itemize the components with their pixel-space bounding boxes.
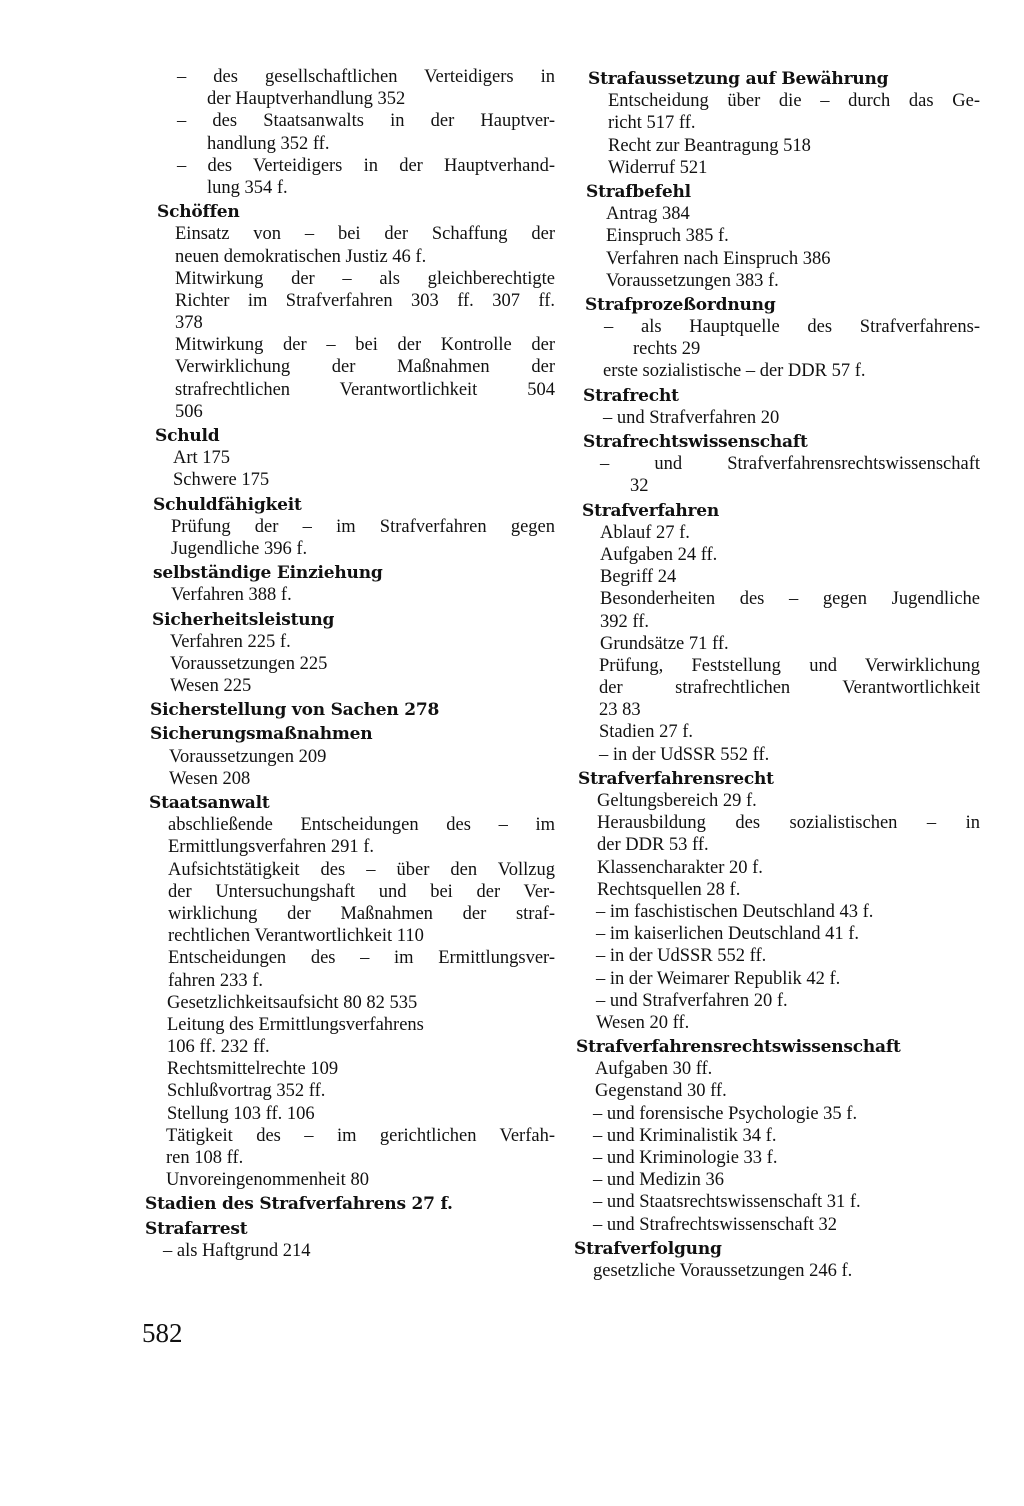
index-entry-line: Einspruch 385 f. (606, 226, 729, 247)
index-entry-line: strafrechtlichen Verantwortlichkeit 504 (175, 379, 555, 400)
index-heading: selbständige Einziehung (153, 563, 383, 584)
index-entry-line: – des gesellschaftlichen Verteidigers in (177, 67, 555, 87)
index-entry-line: rechtlichen Verantwortlichkeit 110 (168, 926, 424, 947)
index-heading: Strafaussetzung auf Bewährung (588, 69, 889, 89)
index-entry-line: Entscheidung über die – durch das Ge- (608, 91, 980, 112)
index-entry-line: Schlußvortrag 352 ff. (167, 1081, 326, 1102)
index-entry-line: Verfahren 225 f. (170, 631, 291, 652)
index-entry-line: – im faschistischen Deutschland 43 f. (596, 901, 874, 922)
index-heading: Strafprozeßordnung (585, 294, 776, 315)
index-entry-line: handlung 352 ff. (207, 133, 330, 154)
index-entry-line: Aufgaben 30 ff. (595, 1059, 713, 1080)
index-entry-line: – in der Weimarer Republik 42 f. (596, 968, 841, 989)
index-heading: Strafverfahrensrechtswissenschaft (576, 1037, 901, 1058)
index-entry-line: – und Kriminalistik 34 f. (593, 1125, 777, 1146)
index-entry-line: Wesen 225 (170, 676, 252, 697)
index-heading: Strafverfahren (582, 500, 720, 521)
index-entry-line: – als Hauptquelle des Strafverfahrens- (604, 317, 980, 338)
index-entry-line: Prüfung der – im Strafverfahren gegen (171, 516, 555, 537)
index-entry-line: Stadien 27 f. (599, 722, 694, 743)
index-entry-line: neuen demokratischen Justiz 46 f. (175, 246, 427, 267)
index-entry-line: ren 108 ff. (166, 1148, 244, 1168)
index-entry-line: Stellung 103 ff. 106 (167, 1103, 315, 1124)
index-entry-line: Richter im Strafverfahren 303 ff. 307 ff. (175, 290, 555, 311)
index-entry-line: abschließende Entscheidungen des – im (168, 815, 555, 836)
index-entry-line: – in der UdSSR 552 ff. (596, 946, 767, 967)
index-entry-line: Klassencharakter 20 f. (597, 857, 763, 878)
index-entry-line: Recht zur Beantragung 518 (608, 135, 811, 156)
index-entry-line: – und Medizin 36 (593, 1170, 725, 1191)
index-heading: Schöffen (157, 202, 240, 223)
index-entry-line: Herausbildung des sozialistischen – in (597, 813, 980, 834)
index-entry-line: – und Strafverfahren 20 f. (596, 990, 788, 1011)
index-entry-line: Rechtsmittelrechte 109 (167, 1059, 339, 1080)
index-entry-line: 32 (630, 476, 649, 497)
index-entry-line: – im kaiserlichen Deutschland 41 f. (596, 924, 860, 945)
index-entry-line: Voraussetzungen 225 (170, 653, 328, 674)
index-entry-line: Verfahren nach Einspruch 386 (606, 248, 831, 269)
index-entry-line: Ablauf 27 f. (600, 522, 690, 543)
index-entry-line: Gegenstand 30 ff. (595, 1081, 727, 1102)
index-heading: Schuldfähigkeit (153, 494, 302, 515)
index-entry-line: lung 354 f. (207, 177, 288, 198)
index-entry-line: – und Strafverfahren 20 (603, 407, 780, 428)
index-heading: Strafbefehl (586, 181, 691, 202)
index-entry-line: gesetzliche Voraussetzungen 246 f. (593, 1260, 853, 1281)
index-entry-line: 392 ff. (600, 611, 649, 632)
index-entry-line: Wesen 20 ff. (596, 1012, 690, 1033)
index-entry-line: erste sozialistische – der DDR 57 f. (603, 361, 866, 382)
index-entry-line: – in der UdSSR 552 ff. (599, 744, 770, 765)
index-entry-line: 106 ff. 232 ff. (167, 1037, 270, 1058)
index-entry-line: Aufgaben 24 ff. (600, 544, 718, 565)
index-entry-line: Rechtsquellen 28 f. (597, 879, 741, 900)
index-entry-line: Mitwirkung der – bei der Kontrolle der (175, 335, 555, 356)
index-column-left (143, 66, 555, 1262)
index-entry-line: Antrag 384 (606, 204, 690, 225)
index-entry-line: 378 (175, 313, 203, 334)
index-entry-line: rechts 29 (633, 339, 701, 360)
index-entry-line: – und Kriminologie 33 f. (593, 1148, 778, 1168)
index-entry-line: Gesetzlichkeitsaufsicht 80 82 535 (167, 992, 418, 1013)
index-entry-line: – und Staatsrechtswissenschaft 31 f. (593, 1192, 861, 1213)
index-entry-line: Jugendliche 396 f. (171, 538, 308, 559)
index-heading: Staatsanwalt (149, 793, 270, 813)
index-entry-line: Besonderheiten des – gegen Jugendliche (600, 589, 980, 610)
index-entry-line: 23 83 (599, 700, 641, 721)
index-entry-line: – als Haftgrund 214 (163, 1240, 311, 1261)
index-entry-line: richt 517 ff. (608, 113, 696, 134)
index-entry-line: Wesen 208 (169, 768, 251, 789)
index-entry-line: Unvoreingenommenheit 80 (166, 1170, 369, 1191)
index-entry-line: der DDR 53 ff. (597, 835, 709, 856)
index-entry-line: – des Staatsanwalts in der Hauptver- (177, 111, 555, 132)
index-entry-line: fahren 233 f. (168, 970, 264, 991)
index-heading: Strafrechtswissenschaft (583, 432, 808, 452)
index-entry-line: Voraussetzungen 383 f. (606, 270, 779, 291)
index-heading: Strafverfolgung (574, 1238, 722, 1259)
index-entry-line: Voraussetzungen 209 (169, 746, 327, 767)
index-column-right (572, 66, 980, 1282)
index-entry-line: der Untersuchungshaft und bei der Ver- (168, 881, 555, 902)
index-entry-line: der Hauptverhandlung 352 (207, 89, 406, 110)
index-entry-line: Schwere 175 (173, 470, 270, 491)
index-entry-line: Entscheidungen des – im Ermittlungsver- (168, 948, 555, 969)
index-heading: Strafrecht (583, 385, 679, 406)
index-entry-line: Leitung des Ermittlungsverfahrens (167, 1014, 424, 1035)
index-entry-line: Verwirklichung der Maßnahmen der (175, 357, 555, 378)
index-entry-line: Art 175 (173, 448, 231, 469)
index-entry-line: – und Strafverfahrensrechtswissenschaft (600, 454, 980, 475)
index-heading: Sicherstellung von Sachen 278 (150, 700, 440, 721)
index-entry-line: wirklichung der Maßnahmen der straf- (168, 903, 555, 924)
index-heading: Stadien des Strafverfahrens 27 f. (145, 1194, 453, 1215)
index-entry-line: Ermittlungsverfahren 291 f. (168, 837, 375, 858)
index-entry-line: – des Verteidigers in der Hauptverhand- (177, 155, 555, 176)
index-entry-line: – und forensische Psychologie 35 f. (593, 1103, 858, 1124)
index-heading: Schuld (155, 426, 220, 446)
index-entry-line: Einsatz von – bei der Schaffung der (175, 224, 555, 245)
index-entry-line: Grundsätze 71 ff. (600, 633, 729, 654)
index-entry-line: Geltungsbereich 29 f. (597, 791, 757, 811)
index-entry-line: – und Strafrechtswissenschaft 32 (593, 1214, 838, 1235)
index-entry-line: Widerruf 521 (608, 157, 708, 178)
index-entry-line: Tätigkeit des – im gerichtlichen Verfah- (166, 1125, 555, 1146)
index-heading: Strafverfahrensrecht (578, 768, 774, 789)
page-number: 582 (142, 1318, 183, 1348)
index-heading: Sicherheitsleistung (152, 609, 335, 630)
index-entry-line: Mitwirkung der – als gleichberechtigte (175, 268, 555, 289)
index-entry-line: Aufsichtstätigkeit des – über den Vollzug (168, 859, 555, 880)
index-entry-line: Begriff 24 (600, 567, 677, 588)
index-entry-line: 506 (175, 401, 203, 422)
index-entry-line: Verfahren 388 f. (171, 585, 292, 606)
index-entry-line: Prüfung, Feststellung und Verwirklichung (599, 655, 980, 676)
index-entry-line: der strafrechtlichen Verantwortlichkeit (599, 678, 980, 699)
index-heading: Sicherungsmaßnahmen (150, 724, 373, 745)
index-heading: Strafarrest (145, 1218, 248, 1239)
